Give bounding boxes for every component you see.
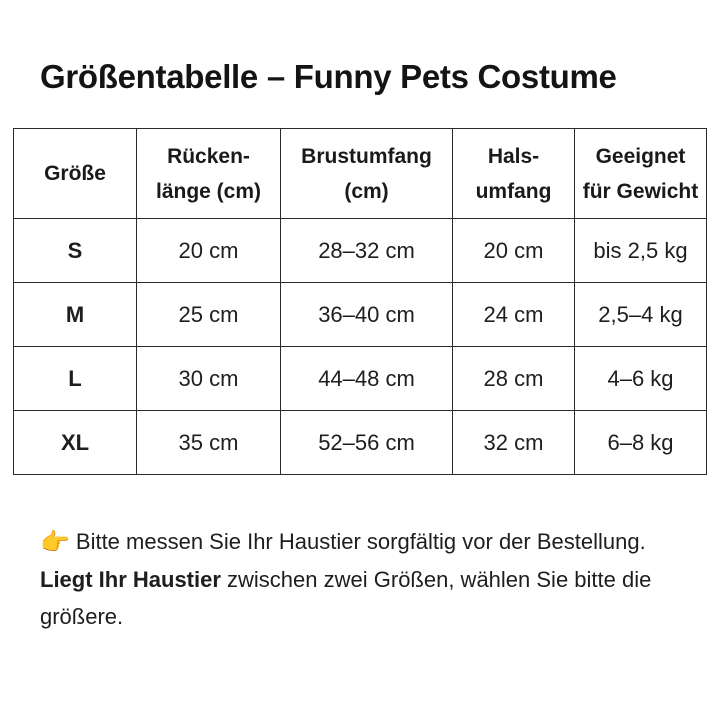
neck-girth-cell: 20 cm: [453, 219, 575, 283]
header-suitable-weight: Geeignet für Gewicht: [575, 129, 707, 219]
size-chart-table: [13, 128, 707, 475]
size-cell: XL: [14, 411, 137, 475]
back-length-cell: 35 cm: [137, 411, 281, 475]
chest-girth-cell: 52–56 cm: [281, 411, 453, 475]
header-chest-girth: Brustumfang (cm): [281, 129, 453, 219]
weight-cell: 4–6 kg: [575, 347, 707, 411]
table-row: [14, 219, 707, 283]
header-size: Größe: [14, 129, 137, 219]
note-line-2-rest: zwischen zwei Größen, wählen Sie bitte die größere.: [40, 567, 652, 629]
note-line-1: Bitte messen Sie Ihr Haustier sorgfältig vor der Bestellung.: [75, 529, 646, 554]
back-length-cell: 20 cm: [137, 219, 281, 283]
chest-girth-cell: 36–40 cm: [281, 283, 453, 347]
table-row: [14, 411, 707, 475]
table-header-row: [14, 129, 707, 219]
note-measure-carefully: [40, 523, 700, 561]
page-title: Größentabelle – Funny Pets Costume: [40, 58, 617, 95]
measurement-notes: [40, 523, 700, 635]
weight-cell: bis 2,5 kg: [575, 219, 707, 283]
neck-girth-cell: 32 cm: [453, 411, 575, 475]
table-row: [14, 283, 707, 347]
size-cell: S: [14, 219, 137, 283]
pointing-hand-icon: 👉: [40, 529, 70, 556]
neck-girth-cell: 24 cm: [453, 283, 575, 347]
back-length-cell: 25 cm: [137, 283, 281, 347]
weight-cell: 2,5–4 kg: [575, 283, 707, 347]
size-cell: M: [14, 283, 137, 347]
chest-girth-cell: 28–32 cm: [281, 219, 453, 283]
neck-girth-cell: 28 cm: [453, 347, 575, 411]
size-cell: L: [14, 347, 137, 411]
back-length-cell: 30 cm: [137, 347, 281, 411]
weight-cell: 6–8 kg: [575, 411, 707, 475]
table-row: [14, 347, 707, 411]
note-line-2-bold: Liegt Ihr Haustier: [40, 567, 221, 592]
chest-girth-cell: 44–48 cm: [281, 347, 453, 411]
header-back-length: Rücken- länge (cm): [137, 129, 281, 219]
note-choose-larger: [40, 561, 700, 635]
header-neck-girth: Hals- umfang: [453, 129, 575, 219]
